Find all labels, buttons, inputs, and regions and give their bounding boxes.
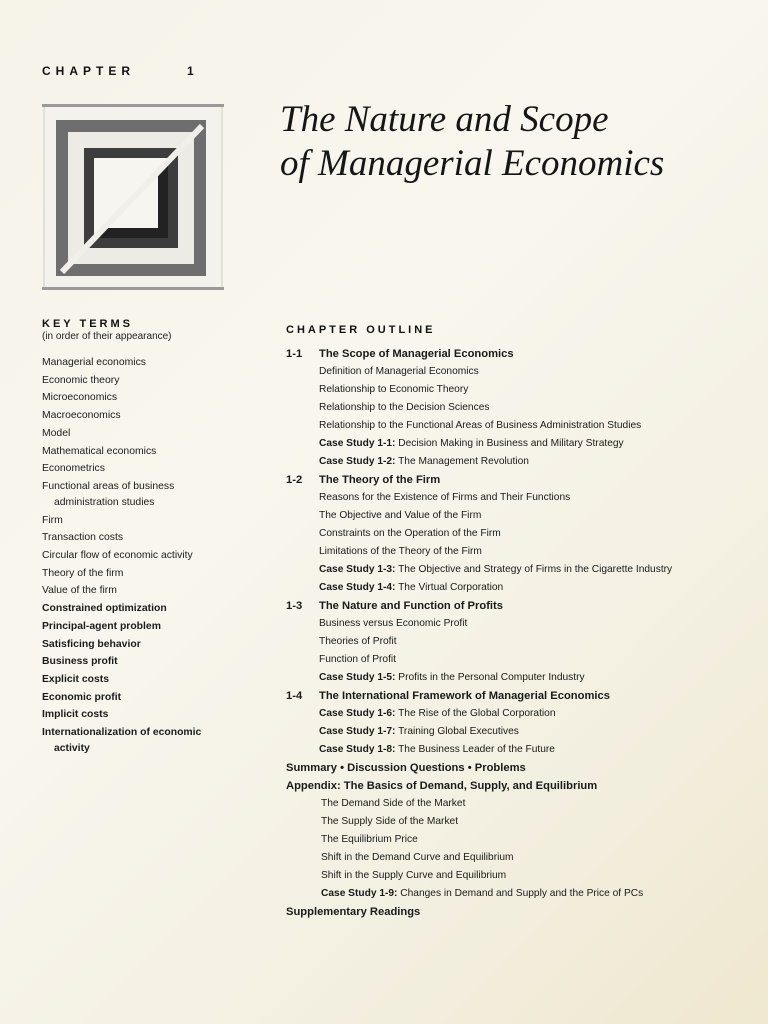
item-text: Function of Profit	[319, 654, 397, 665]
key-terms-subheading: (in order of their appearance)	[42, 331, 172, 342]
key-term: Mathematical economics	[42, 445, 157, 457]
outline-item	[321, 831, 766, 849]
case-study-label: Case Study 1-5:	[319, 672, 396, 683]
key-term-line: Functional areas of business	[42, 480, 175, 492]
outline-item	[319, 507, 766, 525]
outline-item	[321, 885, 766, 903]
case-study-label: Case Study 1-6:	[319, 708, 396, 719]
supplementary-readings: Supplementary Readings	[286, 906, 421, 918]
section-heading	[286, 687, 766, 705]
chapter-title	[280, 98, 664, 186]
key-term: Firm	[42, 514, 63, 526]
section-items	[286, 705, 766, 759]
outline-item	[319, 651, 766, 669]
item-text: Relationship to Economic Theory	[319, 384, 469, 395]
case-study-label: Case Study 1-1:	[319, 438, 396, 449]
case-study-label: Case Study 1-4:	[319, 582, 396, 593]
item-text: Changes in Demand and Supply and the Price of PCs	[397, 888, 644, 899]
key-term: Transaction costs	[42, 532, 124, 544]
key-term: Circular flow of economic activity	[42, 550, 193, 562]
section-title: The Scope of Managerial Economics	[319, 348, 514, 360]
key-term: Business profit	[42, 656, 118, 668]
case-study-label: Case Study 1-7:	[319, 726, 396, 737]
case-study-label: Case Study 1-3:	[319, 564, 396, 575]
outline-item	[321, 849, 766, 867]
section-number: 1-2	[286, 474, 303, 486]
key-term-continuation: activity	[54, 742, 90, 754]
chapter-label	[42, 64, 199, 78]
section-heading	[286, 345, 766, 363]
case-study-label: Case Study 1-9:	[321, 888, 398, 899]
key-term-line: Internationalization of economic	[42, 727, 202, 739]
key-term: Value of the firm	[42, 585, 117, 597]
outline-section-1-3	[286, 597, 766, 687]
key-term: Model	[42, 427, 71, 439]
case-study-label: Case Study 1-2:	[319, 456, 396, 467]
item-text: The Virtual Corporation	[395, 582, 504, 593]
outline-item	[319, 561, 766, 579]
outline-heading: CHAPTER OUTLINE	[286, 324, 436, 336]
item-text: Constraints on the Operation of the Firm	[319, 528, 501, 539]
item-text: Profits in the Personal Computer Industry	[395, 672, 585, 683]
section-number: 1-4	[286, 690, 303, 702]
outline-item	[321, 795, 766, 813]
item-text: Shift in the Demand Curve and Equilibrium	[321, 852, 514, 863]
section-title: The Theory of the Firm	[319, 474, 441, 486]
item-text: Training Global Executives	[395, 726, 519, 737]
chapter-number: 1	[187, 64, 199, 78]
outline-item	[319, 633, 766, 651]
key-terms-heading: KEY TERMS	[42, 318, 133, 330]
item-text: Business versus Economic Profit	[319, 618, 468, 629]
key-terms-list	[42, 354, 262, 755]
appendix-title: Appendix: The Basics of Demand, Supply, and Equilibrium	[286, 780, 598, 792]
appendix-items	[286, 795, 766, 903]
key-term: Managerial economics	[42, 357, 146, 368]
outline-item	[319, 453, 766, 471]
section-items	[286, 615, 766, 687]
item-text: Shift in the Supply Curve and Equilibrium	[321, 870, 507, 881]
item-text: The Equilibrium Price	[321, 834, 418, 845]
outline-item	[319, 435, 766, 453]
outline-item	[319, 417, 766, 435]
item-text: The Supply Side of the Market	[321, 816, 459, 827]
key-term: Microeconomics	[42, 392, 118, 404]
title-line-2: of Managerial Economics	[280, 143, 665, 184]
outline-item	[319, 669, 766, 687]
item-text: The Demand Side of the Market	[321, 798, 466, 809]
outline-item	[319, 705, 766, 723]
key-term: Economic theory	[42, 374, 120, 386]
key-term: Econometrics	[42, 463, 105, 475]
outline-item	[319, 579, 766, 597]
chapter-outline	[286, 324, 766, 921]
outline-section-1-1	[286, 345, 766, 471]
item-text: Reasons for the Existence of Firms and Their Functions	[319, 492, 571, 503]
key-term: Theory of the firm	[42, 567, 124, 579]
item-text: Decision Making in Business and Military Strategy	[395, 438, 624, 449]
item-text: Relationship to the Decision Sciences	[319, 402, 490, 413]
key-terms-panel	[42, 318, 262, 758]
item-text: Relationship to the Functional Areas of Business Administration Studies	[319, 420, 642, 431]
key-term: Principal-agent problem	[42, 620, 161, 632]
item-text: The Objective and Value of the Firm	[319, 510, 482, 521]
case-study-label: Case Study 1-8:	[319, 744, 396, 755]
title-line-1: The Nature and Scope	[280, 99, 609, 140]
item-text: The Business Leader of the Future	[395, 744, 555, 755]
outline-section-1-2	[286, 471, 766, 597]
item-text: Theories of Profit	[319, 636, 397, 647]
outline-item	[319, 489, 766, 507]
key-term-continuation: administration studies	[54, 496, 155, 508]
section-heading	[286, 597, 766, 615]
outline-item	[321, 867, 766, 885]
key-term: Explicit costs	[42, 673, 109, 685]
summary-line: Summary • Discussion Questions • Problems	[286, 762, 526, 774]
chapter-logo-icon	[42, 104, 224, 290]
appendix-section	[286, 777, 766, 903]
key-term	[42, 724, 262, 755]
item-text: The Management Revolution	[395, 456, 529, 467]
outline-item	[321, 813, 766, 831]
key-term: Satisficing behavior	[42, 638, 141, 650]
key-term: Economic profit	[42, 691, 122, 703]
item-text: Definition of Managerial Economics	[319, 366, 479, 377]
item-text: Limitations of the Theory of the Firm	[319, 546, 482, 557]
key-term: Macroeconomics	[42, 410, 121, 422]
item-text: The Objective and Strategy of Firms in the Cigarette Industry	[395, 564, 673, 575]
outline-item	[319, 363, 766, 381]
outline-item	[319, 543, 766, 561]
section-title: The International Framework of Managerial Economics	[319, 690, 610, 702]
section-items	[286, 489, 766, 597]
section-number: 1-3	[286, 600, 303, 612]
chapter-word: CHAPTER	[42, 64, 136, 78]
outline-item	[319, 381, 766, 399]
item-text: The Rise of the Global Corporation	[395, 708, 556, 719]
key-term: Constrained optimization	[42, 603, 167, 615]
outline-section-1-4	[286, 687, 766, 759]
outline-item	[319, 723, 766, 741]
outline-item	[319, 615, 766, 633]
section-title: The Nature and Function of Profits	[319, 600, 503, 612]
section-items	[286, 363, 766, 471]
section-heading	[286, 471, 766, 489]
section-number: 1-1	[286, 348, 303, 360]
outline-item	[319, 741, 766, 759]
outline-item	[319, 399, 766, 417]
key-term: Implicit costs	[42, 709, 109, 721]
key-term	[42, 478, 262, 509]
outline-item	[319, 525, 766, 543]
